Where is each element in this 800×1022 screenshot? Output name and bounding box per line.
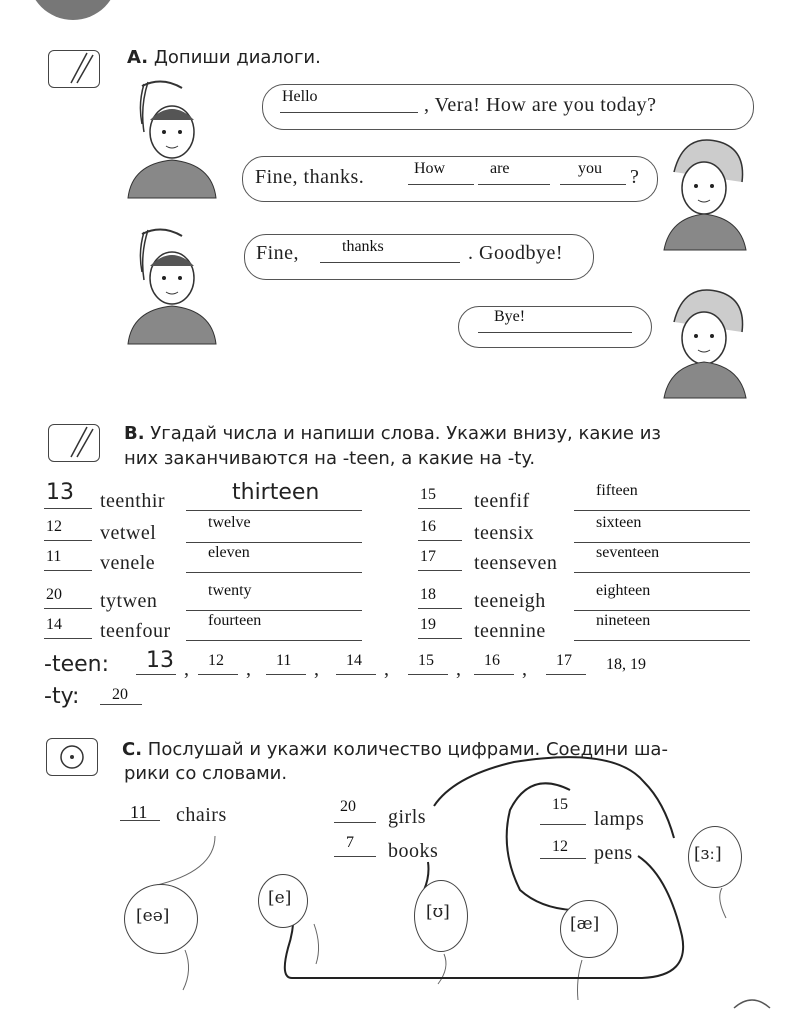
word-answer: twenty	[208, 582, 252, 599]
word-answer: twelve	[208, 514, 251, 531]
scrambled-word: teenthir	[100, 490, 166, 512]
section-b-letter: B.	[124, 423, 145, 444]
answer-text: thanks	[342, 238, 384, 255]
bubble-text: ?	[630, 166, 640, 188]
teen-answer: 11	[276, 652, 292, 669]
ty-label: -ty:	[44, 684, 80, 709]
section-c-instruction: Послушай и укажи количество цифрами. Соедини ша-	[147, 739, 668, 760]
scrambled-word: teenseven	[474, 552, 558, 574]
number-answer: 13	[46, 480, 74, 505]
section-a-instruction: Допиши диалоги.	[153, 47, 321, 68]
count-text: 15	[552, 796, 568, 813]
scrambled-word: venele	[100, 552, 156, 574]
connection-pens-e	[285, 856, 683, 978]
word-answer: sixteen	[596, 514, 642, 531]
answer-text: How	[414, 160, 446, 177]
bubble-text: , Vera! How are you today?	[424, 94, 657, 116]
scrambled-word: teenfour	[100, 620, 171, 642]
bubble-text: Fine, thanks.	[255, 166, 365, 188]
word-answer: fifteen	[596, 482, 638, 499]
item-word: pens	[594, 842, 633, 864]
answer-text: you	[578, 160, 602, 177]
number-answer: 12	[46, 518, 62, 535]
scrambled-word: teenfif	[474, 490, 530, 512]
word-answer: eighteen	[596, 582, 651, 599]
balloon-phonetic: [æ]	[570, 914, 600, 934]
teen-answer: 17	[556, 652, 572, 669]
bubble-text: . Goodbye!	[468, 242, 563, 264]
scrambled-word: tytwen	[100, 590, 158, 612]
teen-tail: 18, 19	[606, 656, 646, 673]
comma-separator: ,	[184, 658, 189, 680]
teen-label: -teen:	[44, 652, 109, 677]
balloon-phonetic: [eə]	[136, 906, 170, 926]
word-answer: seventeen	[596, 544, 660, 561]
answer-text: Bye!	[494, 308, 526, 325]
item-word: chairs	[176, 804, 227, 826]
page-number-tab	[732, 990, 772, 1010]
section-c-instruction-line2: рики со словами.	[124, 763, 288, 784]
count-text: 20	[340, 798, 356, 815]
number-answer: 18	[420, 586, 436, 603]
connection-girls-ir	[434, 757, 674, 838]
item-word: books	[388, 840, 439, 862]
ty-answer: 20	[112, 686, 128, 703]
item-word: lamps	[594, 808, 645, 830]
number-answer: 17	[420, 548, 436, 565]
scrambled-word: teeneigh	[474, 590, 546, 612]
teen-answer: 14	[346, 652, 362, 669]
answer-text: Hello	[282, 88, 318, 105]
balloon-phonetic: [ʊ]	[426, 902, 450, 922]
balloon-string	[153, 836, 215, 886]
answer-text: are	[490, 160, 510, 177]
teen-answer: 13	[146, 648, 174, 673]
section-a-letter: A.	[127, 47, 149, 68]
comma-separator: ,	[246, 658, 251, 680]
section-c-letter: C.	[122, 739, 143, 760]
connection-lamps-ae	[507, 783, 572, 910]
word-answer: nineteen	[596, 612, 651, 629]
word-answer: eleven	[208, 544, 250, 561]
count-text: 11	[130, 802, 148, 822]
comma-separator: ,	[522, 658, 527, 680]
comma-separator: ,	[384, 658, 389, 680]
count-text: 7	[346, 834, 354, 851]
number-answer: 20	[46, 586, 62, 603]
item-word: girls	[388, 806, 427, 828]
teen-answer: 15	[418, 652, 434, 669]
number-answer: 19	[420, 616, 436, 633]
scrambled-word: teensix	[474, 522, 535, 544]
scrambled-word: vetwel	[100, 522, 157, 544]
section-b-instruction: Угадай числа и напиши слова. Укажи внизу, какие из	[150, 423, 661, 444]
teen-answer: 16	[484, 652, 500, 669]
comma-separator: ,	[314, 658, 319, 680]
number-answer: 16	[420, 518, 436, 535]
section-b-instruction-line2: них заканчиваются на -teen, а какие на -ty.	[124, 448, 536, 469]
scrambled-word: teennine	[474, 620, 546, 642]
balloon-phonetic: [e]	[268, 888, 292, 908]
teen-answer: 12	[208, 652, 224, 669]
bubble-text: Fine,	[256, 242, 300, 264]
balloon-phonetic: [ɜː]	[694, 844, 722, 864]
word-answer: thirteen	[232, 480, 320, 505]
word-answer: fourteen	[208, 612, 262, 629]
number-answer: 14	[46, 616, 62, 633]
number-answer: 11	[46, 548, 62, 565]
number-answer: 15	[420, 486, 436, 503]
count-text: 12	[552, 838, 568, 855]
comma-separator: ,	[456, 658, 461, 680]
